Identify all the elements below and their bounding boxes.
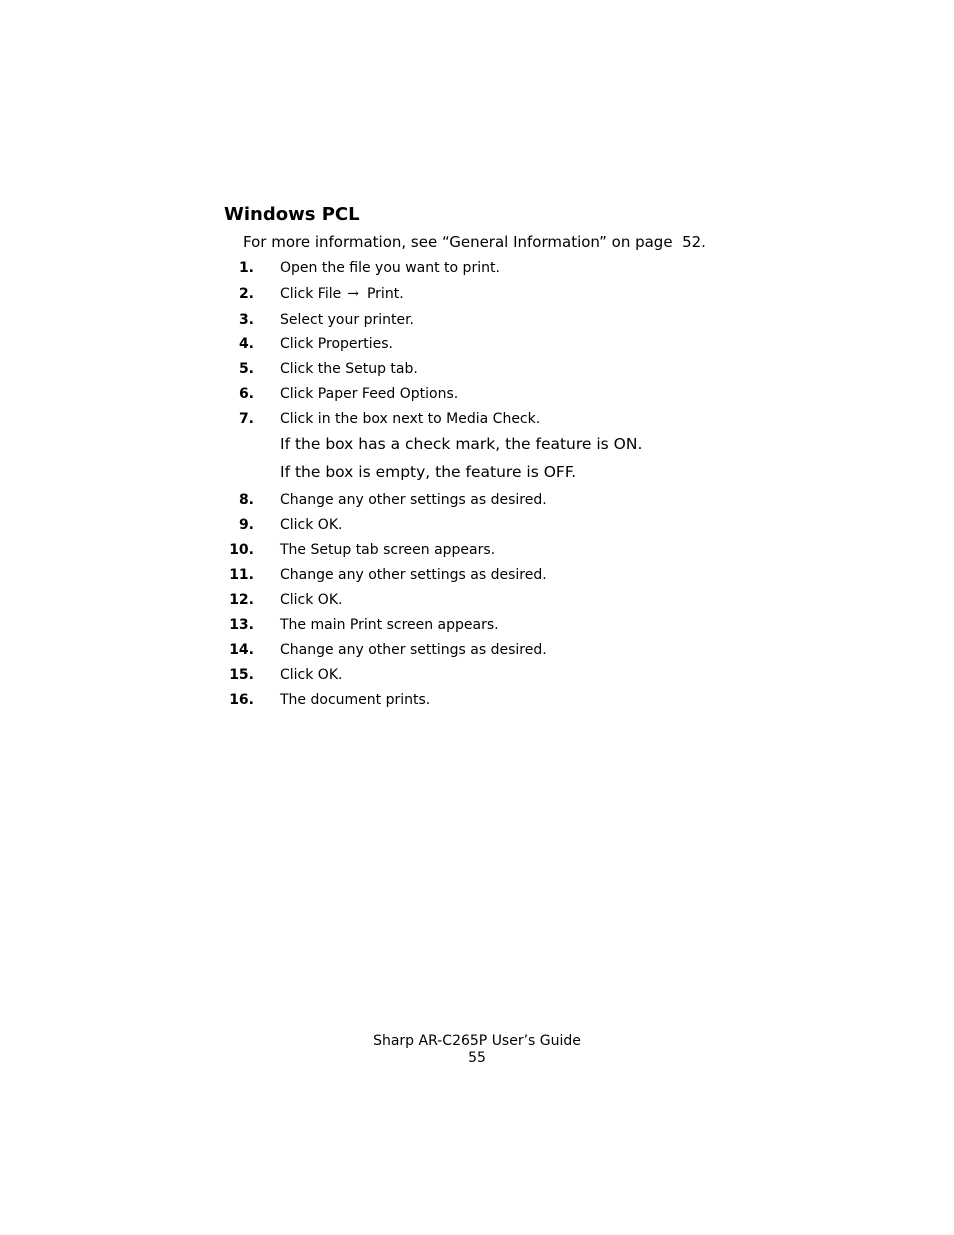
step-number: 2. [238,286,254,302]
footer-guide-title: Sharp AR-C265P User’s Guide [373,1033,581,1049]
step-item [0,384,954,404]
footer-page-number: 55 [468,1050,486,1066]
step-number: 8. [238,492,254,508]
step-item [0,359,954,379]
step-number: 11. [229,567,254,583]
step-number: 15. [229,667,254,683]
step-number: 6. [238,386,254,402]
step-number: 5. [238,361,254,377]
step-text-after: Print. [366,286,404,302]
step-number: 4. [238,336,254,352]
step-number: 10. [229,542,254,558]
step-item [0,515,954,535]
step-text: Change any other settings as desired. [280,492,547,508]
note-text: If the box has a check mark, the feature is ON. [280,435,643,453]
step-number: 9. [238,517,254,533]
step-number: 7. [238,411,254,427]
note-text: If the box is empty, the feature is OFF. [280,463,577,481]
step-text: Change any other settings as desired. [280,567,547,583]
step-item [0,665,954,685]
step-item [0,310,954,330]
step-text: The document prints. [280,692,431,708]
step-text: The Setup tab screen appears. [280,542,496,558]
step-text: Click the Setup tab. [280,361,418,377]
step-text: Click OK. [280,592,343,608]
intro-text: For more information, see “General Information” on page 52. [243,233,706,251]
step-item [0,490,954,510]
step-text: Click Paper Feed Options. [280,386,459,402]
step-number: 14. [229,642,254,658]
step-text [280,284,404,304]
step-text-before: Click File [280,286,342,302]
step-number: 3. [238,312,254,328]
step-text: Click in the box next to Media Check. [280,411,541,427]
step-text: Click OK. [280,517,343,533]
step-text: Open the file you want to print. [280,260,500,276]
step-item [0,640,954,660]
step-text: Click OK. [280,667,343,683]
right-arrow-icon: → [347,286,359,302]
step-number: 13. [229,617,254,633]
step-item [0,258,954,278]
step-number: 12. [229,592,254,608]
step-item [0,565,954,585]
step-text: Click Properties. [280,336,394,352]
step-number: 1. [238,260,254,276]
section-heading: Windows PCL [224,204,360,225]
step-item [0,690,954,710]
step-text: Change any other settings as desired. [280,642,547,658]
step-item [0,409,954,429]
step-item [0,590,954,610]
step-text: Select your printer. [280,312,414,328]
step-item [0,540,954,560]
step-number: 16. [229,692,254,708]
step-item [0,334,954,354]
step-text: The main Print screen appears. [280,617,499,633]
step-item [0,615,954,635]
step-item [0,284,954,304]
